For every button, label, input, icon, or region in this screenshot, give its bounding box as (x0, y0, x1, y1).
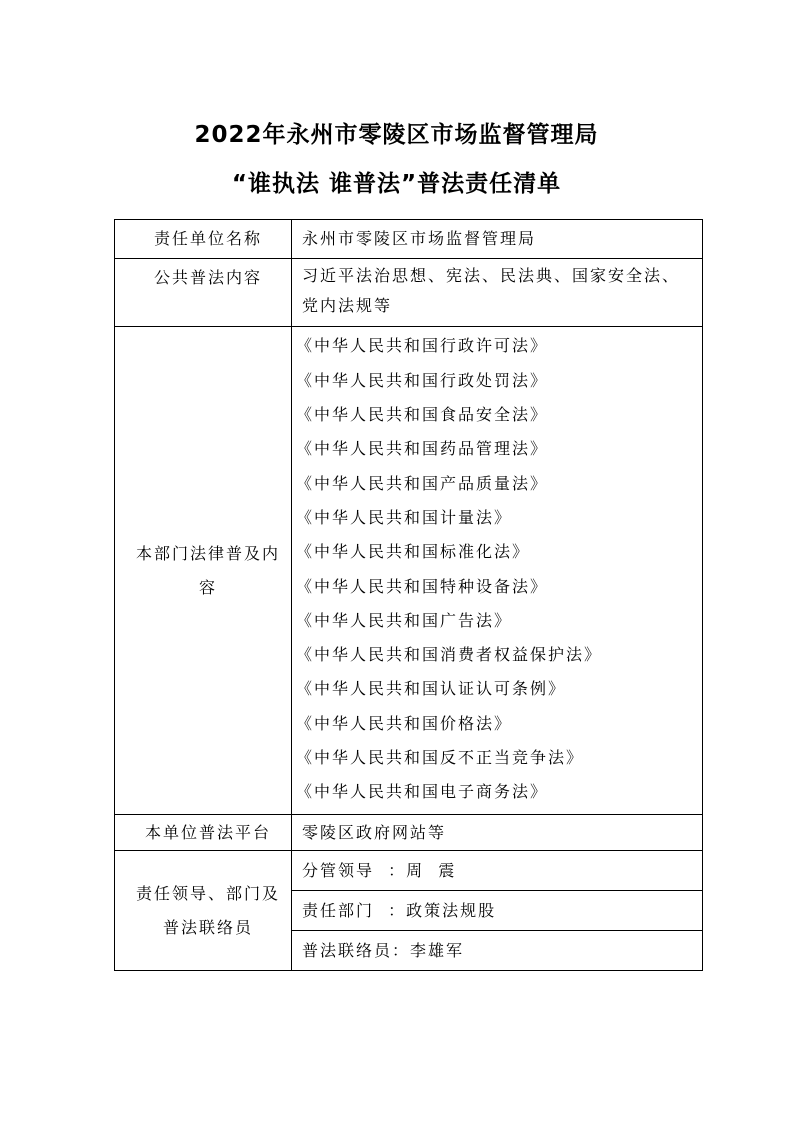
law-item: 《中华人民共和国行政处罚法》 (296, 370, 549, 390)
document-title-line1: 2022年永州市零陵区市场监督管理局 (194, 122, 599, 148)
dept-value: 责任部门 ：政策法规股 (292, 891, 703, 931)
law-item: 《中华人民共和国行政许可法》 (296, 336, 549, 356)
public-content-line1: 习近平法治思想、宪法、民法典、国家安全法、 (302, 266, 681, 285)
leader-value: 分管领导 ：周 震 (292, 851, 703, 891)
law-item: 《中华人民共和国产品质量法》 (296, 473, 549, 493)
row-unit-name (115, 220, 703, 259)
law-item: 《中华人民共和国食品安全法》 (296, 405, 549, 425)
row-department-laws (115, 327, 703, 815)
law-item: 《中华人民共和国电子商务法》 (296, 782, 549, 802)
law-item: 《中华人民共和国广告法》 (296, 610, 513, 630)
law-item: 《中华人民共和国计量法》 (296, 507, 513, 527)
department-laws-list (292, 327, 703, 815)
responsible-label (115, 851, 292, 971)
public-content-label: 公共普法内容 (115, 259, 292, 327)
public-content-line2: 党内法规等 (302, 296, 393, 315)
unit-name-value: 永州市零陵区市场监督管理局 (292, 220, 703, 259)
liaison-value: 普法联络员：李雄军 (292, 931, 703, 971)
department-laws-label (115, 327, 292, 815)
public-content-value (292, 259, 703, 327)
law-item: 《中华人民共和国消费者权益保护法》 (296, 645, 603, 665)
law-item: 《中华人民共和国反不正当竞争法》 (296, 747, 585, 767)
law-item: 《中华人民共和国价格法》 (296, 713, 513, 733)
document-title-line2: “谁执法 谁普法”普法责任清单 (231, 171, 562, 197)
row-public-content (115, 259, 703, 327)
department-laws-label-line1: 本部门法律普及内 (135, 543, 280, 563)
law-item: 《中华人民共和国标准化法》 (296, 542, 531, 562)
row-responsible-leader (115, 851, 703, 891)
platform-value: 零陵区政府网站等 (292, 815, 703, 851)
responsible-label-line2: 普法联络员 (162, 917, 253, 937)
responsible-label-line1: 责任领导、部门及 (135, 883, 280, 903)
law-item: 《中华人民共和国药品管理法》 (296, 439, 549, 459)
responsibility-table (114, 219, 703, 971)
unit-name-label: 责任单位名称 (115, 220, 292, 259)
department-laws-label-line2: 容 (198, 577, 217, 597)
law-item: 《中华人民共和国认证认可条例》 (296, 679, 567, 699)
law-item: 《中华人民共和国特种设备法》 (296, 576, 549, 596)
row-platform (115, 815, 703, 851)
platform-label: 本单位普法平台 (115, 815, 292, 851)
